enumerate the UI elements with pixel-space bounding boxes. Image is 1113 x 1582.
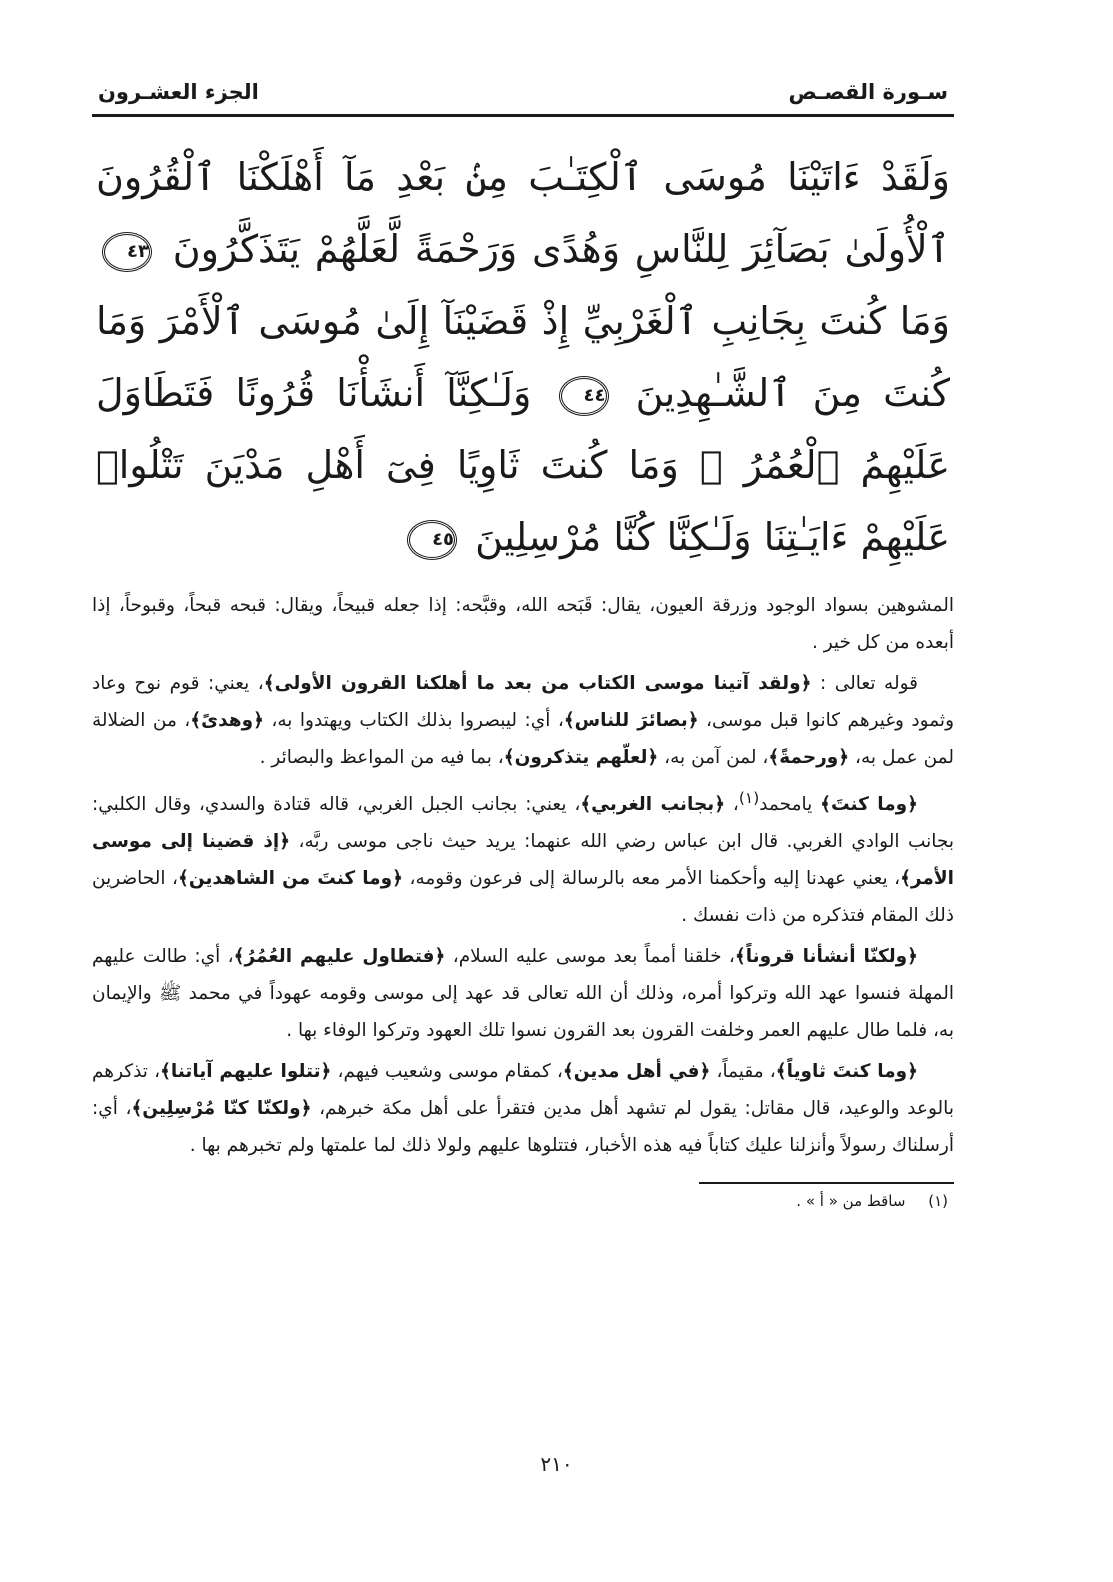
paragraph-text: ، يعني عهدنا إليه وأحكمنا الأمر معه بالرسالة إلى فرعون وقومه، bbox=[402, 868, 901, 890]
verse-43-text: وَلَقَدْ ءَاتَيْنَا مُوسَى ٱلْكِتَـٰبَ مِنۢ بَعْدِ مَآ أَهْلَكْنَا ٱلْقُرُونَ ٱلْأُولَىٰ بَصَآئِرَ لِلنَّاسِ وَهُدًى وَرَحْمَةً لَّعَلَّهُمْ يَتَذَكَّرُونَ bbox=[96, 155, 950, 271]
quran-verses bbox=[92, 141, 954, 573]
surah-title: سـورة القصـص bbox=[788, 80, 948, 104]
quran-quote: ﴿ولكنّا أنشأنا قروناً﴾ bbox=[734, 946, 919, 968]
quran-quote: ﴿فتطاول عليهم العُمُرُ﴾ bbox=[233, 946, 446, 968]
quran-quote: ﴿ولكنّا كنّا مُرْسِلِين﴾ bbox=[131, 1098, 312, 1120]
commentary-paragraph-2 bbox=[92, 665, 954, 776]
quran-quote: ﴿وهدىً﴾ bbox=[190, 710, 264, 731]
paragraph-text: المشوهين بسواد الوجود وزرقة العيون، يقال: قَبَحه الله، وقبَّحه: إذا جعله قبيحاً، ويقال: قبحه قبحاً، وقبوحاً، إذا أبعده من كل خير . bbox=[92, 595, 954, 653]
paragraph-text: ، الحاضرين ذلك المقام فتذكره من ذات نفسك . bbox=[92, 868, 954, 927]
paragraph-text: قوله تعالى : bbox=[811, 673, 918, 694]
paragraph-text: ، أي: ليبصروا بذلك الكتاب ويهتدوا به، bbox=[263, 710, 564, 731]
footnote-divider bbox=[699, 1182, 954, 1184]
ayah-marker-45: ٤٥ bbox=[407, 520, 457, 560]
quran-quote: ﴿وما كنتَ ثاوياً﴾ bbox=[775, 1061, 919, 1083]
paragraph-text: ، خلقنا أمماً بعد موسى عليه السلام، bbox=[445, 946, 735, 968]
commentary bbox=[92, 587, 954, 1164]
quran-quote: ﴿في أهل مدين﴾ bbox=[562, 1061, 711, 1083]
quran-quote: ﴿ورحمةً﴾ bbox=[768, 747, 850, 768]
paragraph-text: يامحمد bbox=[759, 794, 821, 816]
commentary-paragraph-4 bbox=[92, 938, 954, 1049]
commentary-paragraph-1 bbox=[92, 587, 954, 661]
quran-quote: ﴿إذ قضينا إلى موسى الأمر﴾ bbox=[92, 831, 954, 890]
paragraph-text: ، أي: أرسلناك رسولاً وأنزلنا عليك كتاباً فيه هذه الأخبار، فتتلوها عليهم ولولا ذلك لما علمتها ولم تخبرهم بها . bbox=[92, 1098, 954, 1157]
paragraph-text: ، bbox=[725, 794, 739, 816]
footnote bbox=[92, 1192, 954, 1210]
paragraph-text: ، مقيماً، bbox=[710, 1061, 776, 1083]
quran-quote: ﴿ولقد آتينا موسى الكتاب من بعد ما أهلكنا القرون الأولى﴾ bbox=[263, 673, 812, 694]
verse-44-text: وَمَا كُنتَ بِجَانِبِ ٱلْغَرْبِيِّ إِذْ قَضَيْنَآ إِلَىٰ مُوسَى ٱلْأَمْرَ وَمَا كُنتَ مِنَ ٱلشَّـٰهِدِينَ bbox=[96, 299, 950, 415]
paragraph-text: ، تذكرهم بالوعد والوعيد، قال مقاتل: يقول لم تشهد أهل مدين فتقرأ على أهل مكة خبرهم، bbox=[92, 1061, 954, 1120]
quran-quote: ﴿لعلّهم يتذكرون﴾ bbox=[503, 747, 659, 768]
footnote-reference: (١) bbox=[738, 789, 760, 807]
running-header bbox=[92, 80, 954, 117]
paragraph-text: ، يعني: بجانب الجبل الغربي، قاله قتادة والسدي، وقال الكلبي: بجانب الوادي الغربي. قال ابن عباس رضي الله عنهما: يريد حيث ناجى موسى ربَّه، bbox=[92, 794, 955, 853]
quran-quote: ﴿تتلوا عليهم آياتنا﴾ bbox=[160, 1061, 332, 1083]
paragraph-text: ، لمن آمن به، bbox=[658, 747, 769, 768]
quran-quote: ﴿بجانب الغربي﴾ bbox=[580, 794, 726, 816]
paragraph-text: ، بما فيه من المواعظ والبصائر . bbox=[259, 747, 504, 768]
quran-quote: ﴿بصائرَ للناس﴾ bbox=[563, 710, 699, 731]
ayah-marker-44: ٤٤ bbox=[559, 376, 609, 416]
footnote-number: (١) bbox=[928, 1192, 948, 1211]
quran-quote: ﴿وما كنتَ﴾ bbox=[820, 794, 918, 816]
commentary-paragraph-5 bbox=[92, 1053, 954, 1164]
ayah-marker-43: ٤٣ bbox=[102, 232, 152, 272]
commentary-paragraph-3 bbox=[92, 780, 954, 934]
page bbox=[92, 80, 954, 1210]
footnote-text: ساقط من « أ » . bbox=[796, 1192, 906, 1211]
paragraph-text: ، يعني: قوم نوح وعاد وثمود وغيرهم كانوا قبل موسى، bbox=[92, 673, 954, 731]
quran-quote: ﴿وما كنتَ من الشاهدين﴾ bbox=[178, 868, 403, 890]
page-number: ٢١٠ bbox=[540, 1452, 573, 1476]
paragraph-text: ، أي: طالت عليهم المهلة فنسوا عهد الله وتركوا أمره، وذلك أن الله تعالى قد عهد إلى موسى وقومه عهوداً في محمد ﷺ والإيمان به، فلما طال عليهم العمر وخلفت القرون بعد القرون نسوا تلك العهود وتركوا الوفاء بها . bbox=[92, 946, 954, 1042]
verse-45-text: وَلَـٰكِنَّآ أَنشَأْنَا قُرُونًا فَتَطَاوَلَ عَلَيْهِمُ ٱلْعُمُرُ ۚ وَمَا كُنتَ ثَاوِيًا فِىٓ أَهْلِ مَدْيَنَ تَتْلُوا۟ عَلَيْهِمْ ءَايَـٰتِنَا وَلَـٰكِنَّا كُنَّا مُرْسِلِينَ bbox=[96, 371, 950, 559]
paragraph-text: ، من الضلالة لمن عمل به، bbox=[92, 710, 954, 768]
paragraph-text: ، كمقام موسى وشعيب فيهم، bbox=[331, 1061, 563, 1083]
juz-title: الجزء العشـرون bbox=[98, 80, 259, 104]
